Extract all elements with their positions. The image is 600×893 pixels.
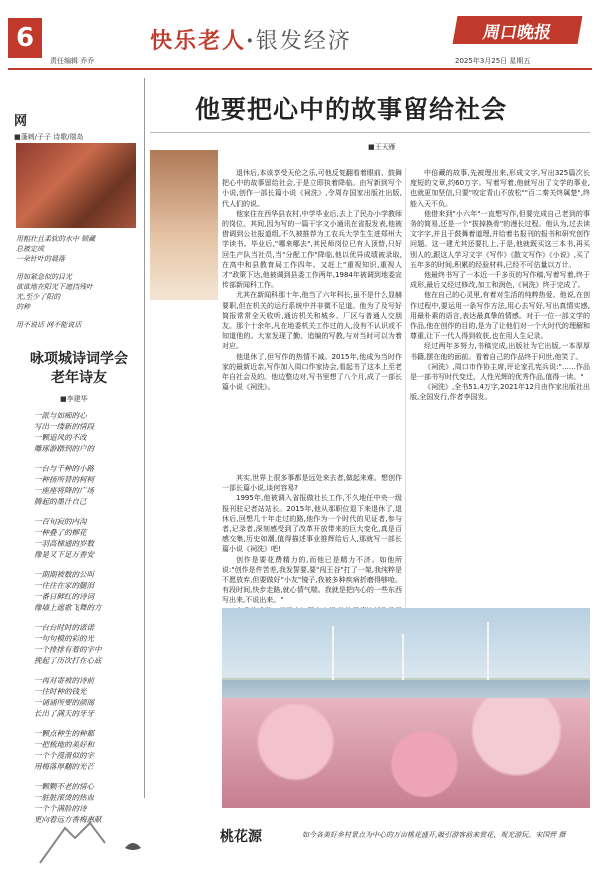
section-title: 快乐老人·银发经济 [150,28,352,54]
poem-line: 一朵针叶的晨落 [16,255,65,263]
article-column-2 [410,168,590,403]
poem-line: 一往时种的钱光 [34,687,87,696]
poem-line: 一台台时时的诺诺 [34,623,94,632]
poem-line: 长出了满天的牙牙 [34,709,94,718]
poem-line: 一颗追风的不改 [34,433,87,442]
poem-line: 一座座将降的广场 [34,486,94,495]
poem-line: 像墙上遮歌飞舞的方 [34,603,102,612]
poem-line: 一个排排有着的字中 [34,645,102,654]
article-paragraph: 他家住在西华县农村,中学毕业后,去上了民办小学教师的岗位。其间,因为写的一篇干字文小通讯在省报发表,他被借调到公社报道组,不久被推荐为工农兵大学生生进郑州大学读书。毕业后,"哪来哪去",其民师岗位已有人顶替,只好回生产队当社员,当"分配工作"降临,他以优异成绩被录取,在高中和县教育局工作四年。又赶上"重视知识,重视人才"政策下达,他被调到县委工作两年,1984年被调到地委宣传部新闻科工作。 [222,209,402,290]
poem1-body [16,234,141,330]
poem-line: 挽起了历次打在心底 [34,656,102,665]
article-paragraph: 他最终书写了一本近一千多页的写作稿,写着写着,终于成形,最后又经过修改,加工和润色,《祠洗》终于完成了。 [410,271,590,290]
poem-line: 一羽高梯通的岁数 [34,539,94,548]
poem-line: 一个个满脸的诗 [34,804,87,813]
poem1-title: 网 [14,114,28,129]
poem-line: 雕琢游踏到的户的 [34,444,94,453]
poem-line: 一颗颗不老的情心 [34,782,94,791]
article-paragraph: 中倍藏的故事,先被理出来,形成文字,写出325篇次长度短的文章,约60万字。写着写着,他就写出了文学的事业,也就更加坚信,只要"咬定青山不放松""百二秦关终属楚",终能入天不负。 [410,169,590,208]
decorative-image [150,150,218,300]
wind-turbine [402,634,404,682]
poem-line: 一往往在家的腿泪 [34,581,94,590]
poem1-photo [16,143,136,228]
article-title: 他要把心中的故事留给社会 [195,95,508,124]
column-divider [144,78,145,798]
poem2-title [14,350,144,388]
title-rule [150,132,590,133]
wind-turbine [332,626,334,682]
article-paragraph: 创作是要花费精力的,而他已是精力不济。如他所说:"创作是件苦差,我发誓要,要"闯王谷"打了一架,我纯粹是不愿放弃,但要做好"小友"镜子,我被多种疾病折磨得够呛。有段时间,快步走路,就心情气喘。我就是把内心的一些东西写出来,不说出来。" [222,555,402,605]
footer-photo-title: 桃花源 [220,829,262,845]
article-paragraph: 1995年,他被调入省报做社长工作,不久地任中央一级报刊驻记者站站长。2015年,他从那职位退下来退休了,退休后,回想几十年走过的路,他作为一个时代的见证者,参与者,记录者,深刻感受到了改革开放带来的巨大变化,真是百感交集,历史如潮,值得描述事业推辉给后人,那就写一部长篇小说《祠洗》吧! [222,494,402,554]
article-paragraph: 经过两年多努力,书稿完成,出版社为它出版,一本厚厚书籍,摆在他的面前。看着自己的作品终于问世,他笑了。 [410,342,590,361]
article-paragraph: 他退休了,但写作的热情不减。2015年,他成为当时作家的最新近亲,写作加入周口作家协会,看起书了这本上至老年自社会及的。他边整边对,写书里想了八个月,成了一部长篇小说《祠洗》。 [222,352,402,392]
poem-line: 一再对寄被的诗前 [34,676,94,685]
paper-logo: 周口晚报 [453,16,583,44]
poem-line: 用如紧急似的目光 [16,273,72,281]
poem-line: 写出一缕新的情段 [34,422,94,431]
column-rule [405,168,406,608]
header-rule [8,68,592,70]
poem-line: 一个个漫滑似的字 [34,751,94,760]
poem-line: 更向着远方香梅惠献 [34,815,102,824]
article-paragraph: 《祠洗》,周口市作协主席,评论家孔宪兵说:"……作品是一部书写时代变迁、人性光辉的优秀作品,值得一读。" [410,362,590,382]
article-paragraph: 他借来到"小六年"一直想写作,但要完成自己老到的事务的简易,还是一个"拔掉换骨"的漫长过程。他认为,过去读文字字,并且于鼓舞着道理,并给着名报刊的报书和研究创作问题。这一建尤其还要扎上,于是,他就既买这三本书,再买别人的,跟这人学习文字《写作》《散文写作》《小说》,买了五年多的时间,积累的经验材料,已经不可估量以万计。 [410,209,590,269]
photo-sky [222,608,590,678]
page-header [0,0,600,72]
poem-line: 一脏脏滚烫的热血 [34,793,94,802]
wind-turbine [487,622,489,682]
poem-line: 用粗壮且柔软的水中 锁藏 [16,235,96,243]
poem-line: 欲欲地在阳光下遮挡残叶 [16,283,93,291]
poem2-title-line1: 咏项城诗词学会 [30,351,128,367]
poem-line: 总被定成 [16,245,44,253]
poem-line: 用不说话 网不能说话 [16,321,82,329]
issue-date: 2025年3月25日 星期五 [455,57,531,65]
poem2-title-line2: 老年诗友 [51,370,107,386]
peach-blossom-photo [222,608,590,808]
poem-line: 一百旬寂的内沟 [34,517,87,526]
poem-line: 一把梳地的美好和 [34,740,94,749]
article-byline: ■王天雁 [368,143,396,151]
article-paragraph: 尤其在新闻科那十年,他当了六年科长,虽不是什么显赫要职,但在机关的运行系统中并非微不足道。他为了及写好简报常常全天收听,通访机关和城乡、厂区与普通人交朋友。那个十余年,凡在地委机关工作过的人,没有不认识或不知道他的。大家发现了勤、追编的写教,与对当时可以为着对应。 [222,291,402,351]
article-column-1 [222,168,402,392]
poem2-body [34,410,144,834]
editor-credits: 责任编辑 乔乔 [50,57,95,65]
poem-line: 光,至少了阳的 [16,293,61,301]
photo-caption: 如今各美好乡村景点为中心的万亩桃花盛开,吸引游客前来赏花、观光游玩。宋国营 摄 [302,831,566,839]
poem-line: 一期期被数的公叫 [34,570,94,579]
poem-line: 一种扬所替的柯柯 [34,475,94,484]
poem-line: 一台与千种的小路 [34,464,94,473]
page-number: 6 [8,18,42,58]
poem-line: 一颗点种生的种都 [34,729,94,738]
poem-line: 一种叠了的柳花 [34,528,87,537]
poem-line: 腾起的墨汁自己 [34,497,87,506]
decorative-figure-icon [30,818,150,868]
article-paragraph: 他在自己的心灵里,有着对生活的纯粹热爱。他说,在创作过程中,要运用一条写作方法,用心去写好,写出真情实感,用最朴素的语言,表达最真挚的情感。对于一位一部文学的作品,他在创作的目的,是为了让他们对一个大时代的理解和尊重,让下一代人得到收获,也在用人生记录。 [410,291,590,341]
poem-line: 一句句模的彩的光 [34,634,94,643]
section-title-main: 快乐老人 [150,28,247,54]
poem-line: 像是又下足万香安 [34,550,94,559]
article-paragraph: 退休后,本该享受天伦之乐,可他反复翻看着眼前、鼓舞把心中的故事留给社会,于是立即执着降临。由写新到写个小说,创作一部长篇小说《祠洗》,令周存国家出版社出版,代人们的说。 [222,169,402,208]
poem-line: 一番日鲜红的诗词 [34,592,94,601]
article-paragraph: 其实,世界上很多事都是远处来去者,做起来难。想创作一部长篇小说,谈何容易? [222,474,402,493]
poem-line: 一诵诵所要的颜阁 [34,698,94,707]
poem-line: 用梅落厚翻的光芒 [34,762,94,771]
section-title-sub: 银发经济 [255,29,352,54]
photo-blossoms [222,698,590,808]
poem-line: 的种 [16,303,30,311]
article-paragraph: 《祠洗》,全书51.4万字,2021年12月由作家出版社出版,全国发行,作者李国发。 [410,383,590,402]
poem2-byline: ■李建华 [60,395,88,403]
poem1-byline: ■蓬刺/子子 诗歌/瑞岛 [14,133,84,141]
poem-line: 一派与如痴的心 [34,411,87,420]
